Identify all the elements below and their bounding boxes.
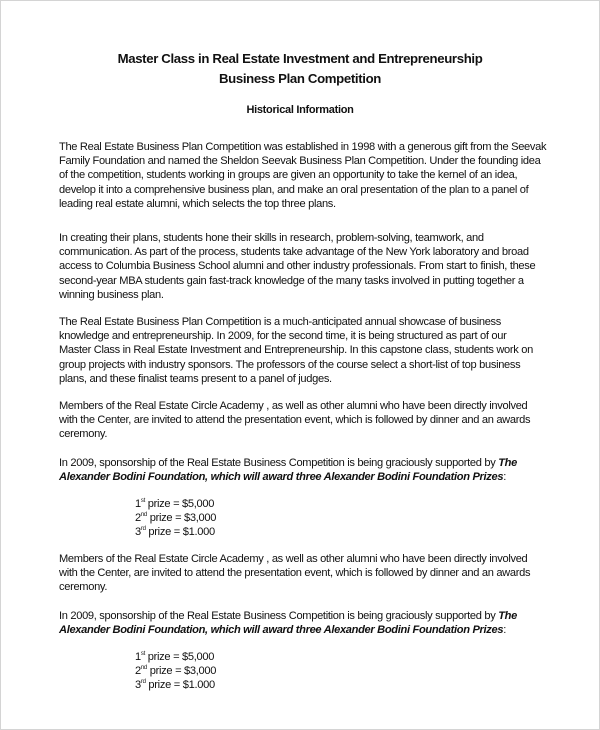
prize-amount: $5,000 [182, 651, 215, 663]
text-line: group projects with industry sponsors. The professors of the course select a short-list of top business [59, 358, 521, 371]
text-line: Members of the Real Estate Circle Academy , as well as other alumni who have been directly involved [59, 400, 528, 412]
text-line: plans, and these finalist teams present to a panel of judges. [59, 372, 332, 385]
text-line: ceremony. [59, 581, 108, 594]
sponsorship-text: : [503, 471, 506, 484]
prize-rank-suffix: rd [140, 525, 146, 532]
text-line: In creating their plans, students hone their skills in research, problem-solving, teamwork, and [59, 232, 484, 244]
title-line-2: Business Plan Competition [219, 71, 381, 86]
prize-amount: $1.000 [182, 525, 215, 538]
paragraph-history [59, 140, 579, 211]
sponsor-name: Alexander Bodini Foundation, which will award three Alexander Bodini Foundation Prizes [59, 624, 504, 637]
prize-rank-suffix: rd [140, 678, 146, 685]
text-line [59, 470, 579, 484]
sponsor-name: The [498, 457, 517, 469]
text-line: winning business plan. [59, 288, 164, 301]
text-line: with the Center, are invited to attend the presentation event, which is followed by dinner and an awards [59, 414, 531, 427]
prize-label: prize = [146, 664, 185, 677]
prize-rank-suffix: st [140, 651, 145, 657]
prize-rank-suffix: nd [140, 664, 147, 671]
text-line: leading real estate alumni, which selects the top three plans. [59, 197, 336, 210]
text-line: develop it into a comprehensive business plan, and make an oral presentation of the plan to a panel of [59, 183, 529, 196]
prize-rank: 3 [135, 525, 141, 538]
text-line [59, 456, 579, 470]
prize-item [135, 512, 216, 526]
prize-item [135, 679, 216, 693]
prize-list-repeat [135, 651, 216, 693]
text-line: The Real Estate Business Plan Competition is a much-anticipated annual showcase of business [59, 316, 502, 328]
prize-item [135, 665, 216, 679]
text-line: Master Class in Real Estate Investment and Entrepreneurship. In this capstone class, students work on [59, 344, 533, 357]
text-line [59, 609, 579, 623]
prize-amount: $3,000 [184, 511, 217, 524]
prize-rank: 1 [135, 498, 141, 510]
text-line: second-year MBA students gain fast-track knowledge of the many tasks involved in putting together a [59, 274, 524, 287]
sponsorship-text: In 2009, sponsorship of the Real Estate Business Competition is being graciously supported by [59, 457, 499, 469]
document-title [1, 49, 599, 89]
sponsorship-text: In 2009, sponsorship of the Real Estate Business Competition is being graciously supported by [59, 610, 499, 622]
prize-rank: 2 [135, 664, 141, 677]
text-line: knowledge and entrepreneurship. In 2009, for the second time, it is being structured as part of our [59, 330, 507, 343]
paragraph-sponsorship-repeat [59, 609, 579, 637]
text-line: access to Columbia Business School alumni and other industry professionals. From start to finish, these [59, 260, 536, 273]
text-line: Family Foundation and named the Sheldon Seevak Business Plan Competition. Under the founding idea [59, 155, 541, 168]
prize-list [135, 498, 216, 540]
title-line-1: Master Class in Real Estate Investment and Entrepreneurship [117, 51, 483, 66]
prize-rank: 2 [135, 511, 141, 524]
text-line: The Real Estate Business Plan Competition was established in 1998 with a generous gift from the Seevak [59, 141, 547, 153]
paragraph-sponsorship [59, 456, 579, 484]
prize-rank-suffix: nd [140, 511, 147, 518]
text-line: with the Center, are invited to attend the presentation event, which is followed by dinner and an awards [59, 567, 531, 580]
prize-item [135, 651, 216, 665]
text-line: communication. As part of the process, students take advantage of the New York laboratory and broad [59, 246, 529, 259]
prize-label: prize = [145, 678, 183, 691]
paragraph-members-repeat [59, 552, 579, 595]
prize-item [135, 498, 216, 512]
prize-label: prize = [146, 511, 185, 524]
prize-label: prize = [144, 651, 183, 663]
sponsorship-text: : [503, 624, 506, 637]
prize-label: prize = [144, 498, 183, 510]
prize-label: prize = [145, 525, 183, 538]
paragraph-members [59, 399, 579, 442]
paragraph-skills [59, 231, 579, 302]
text-line: ceremony. [59, 428, 108, 441]
prize-amount: $3,000 [184, 664, 217, 677]
text-line [59, 623, 579, 637]
section-heading: Historical Information [246, 104, 354, 116]
sponsor-name: Alexander Bodini Foundation, which will award three Alexander Bodini Foundation Prizes [59, 471, 504, 484]
text-line: Members of the Real Estate Circle Academy , as well as other alumni who have been directly involved [59, 553, 528, 565]
text-line: of the competition, students working in groups are given an opportunity to take the kernel of an idea, [59, 169, 518, 182]
prize-rank: 3 [135, 678, 141, 691]
prize-rank: 1 [135, 651, 141, 663]
paragraph-showcase [59, 315, 579, 386]
prize-item [135, 526, 216, 540]
sponsor-name: The [498, 610, 517, 622]
prize-amount: $5,000 [182, 498, 215, 510]
prize-amount: $1.000 [182, 678, 215, 691]
prize-rank-suffix: st [140, 498, 145, 504]
